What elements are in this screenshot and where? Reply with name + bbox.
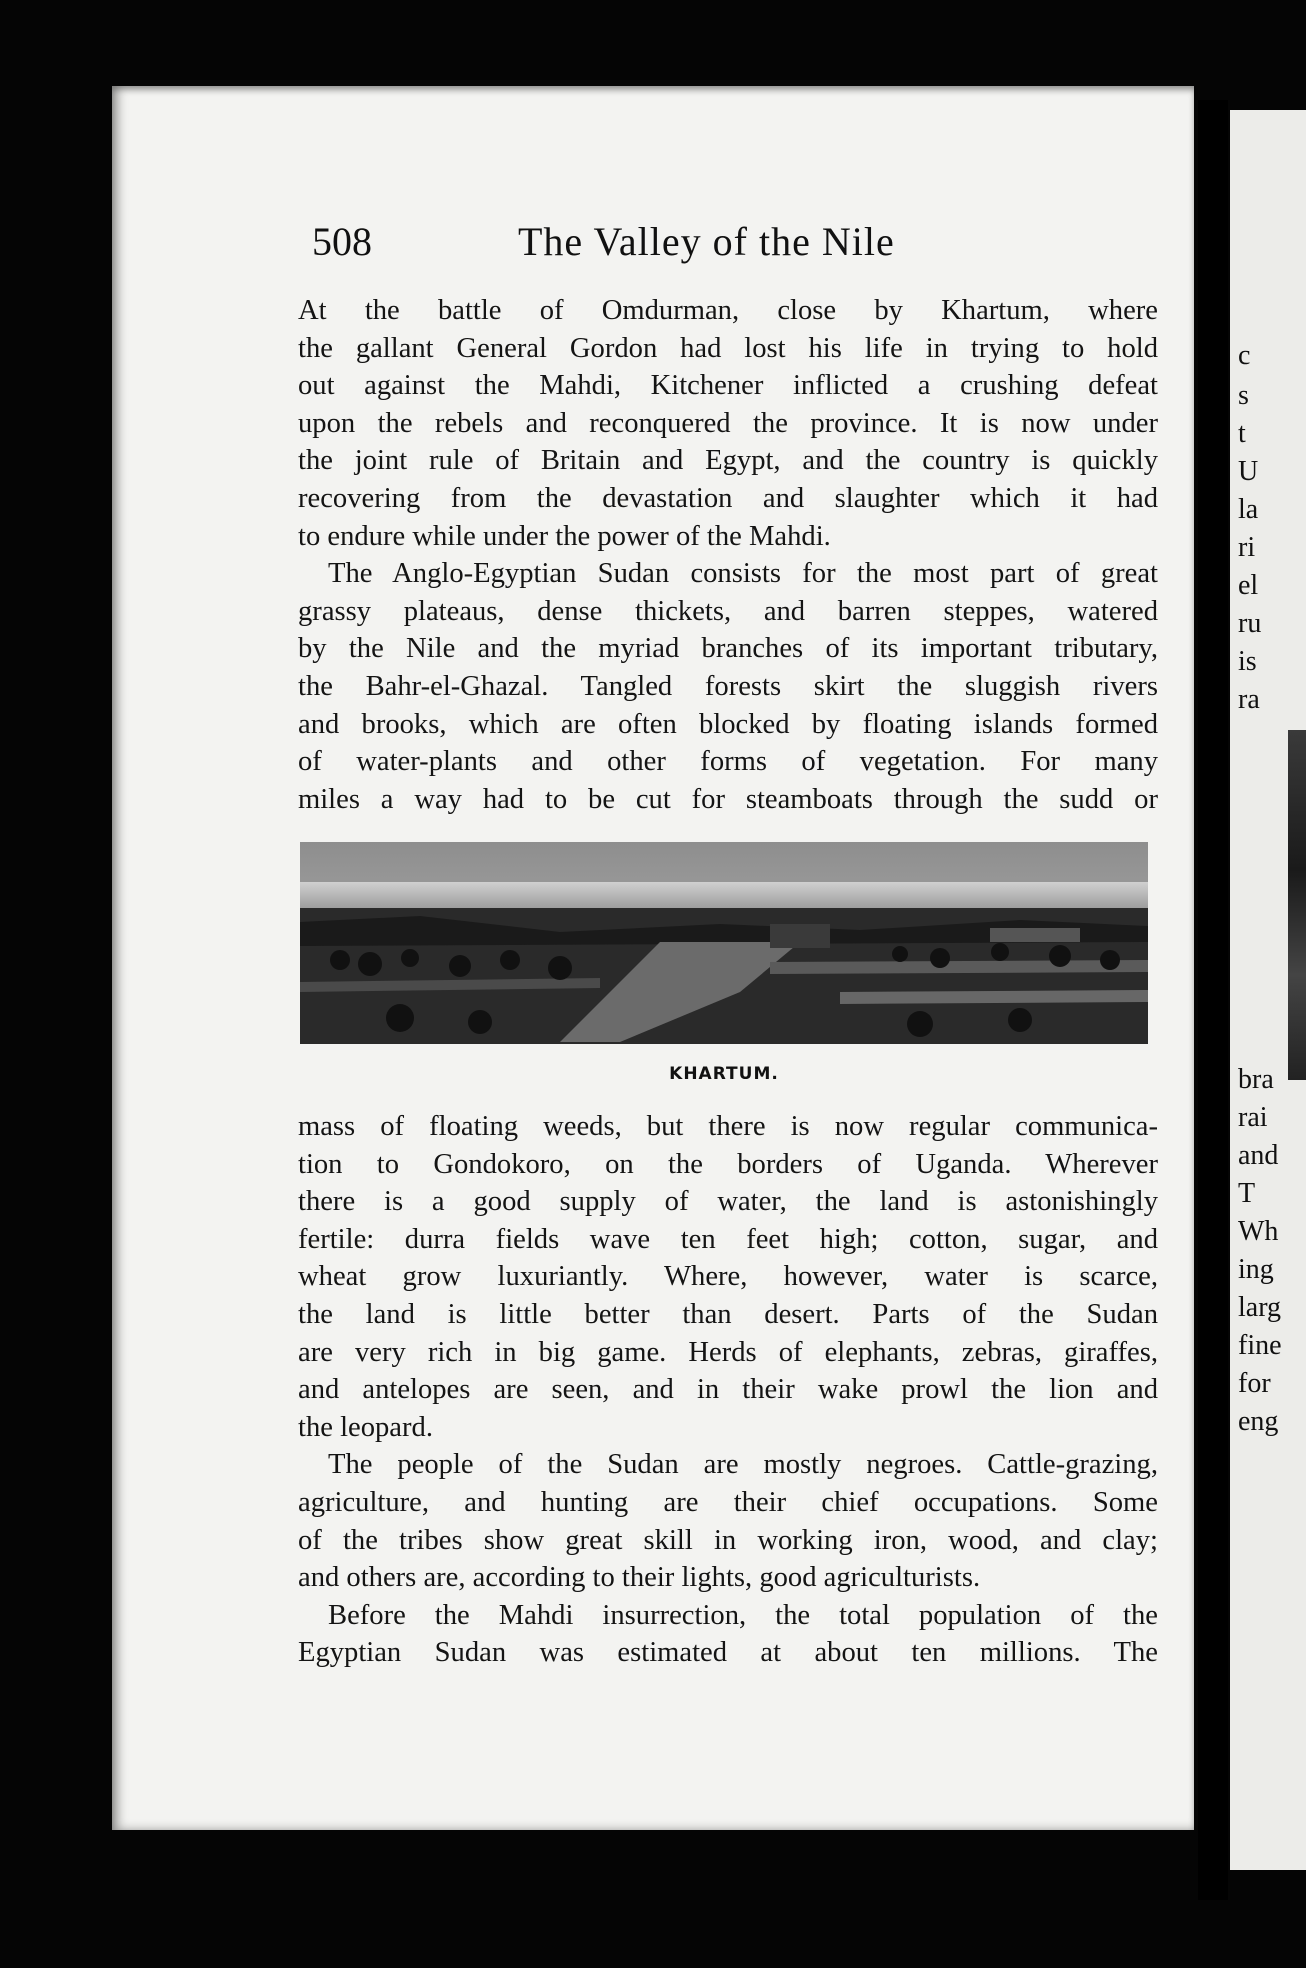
facing-page-fragment: rai <box>1238 1102 1268 1133</box>
facing-page-fragment: bra <box>1238 1064 1274 1095</box>
lower-paragraph-line: Before the Mahdi insurrection, the total population of the <box>328 1599 1158 1631</box>
upper-paragraph-line: the gallant General Gordon had lost his life in trying to hold <box>298 332 1158 364</box>
upper-paragraph-line: At the battle of Omdurman, close by Khartum, where <box>298 295 1158 326</box>
upper-paragraph-line: and brooks, which are often blocked by floating islands formed <box>298 708 1158 740</box>
upper-paragraph-line: The Anglo-Egyptian Sudan consists for the most part of great <box>328 558 1158 590</box>
page-number: 508 <box>312 219 372 264</box>
facing-page-fragment: T <box>1238 1178 1256 1209</box>
text-block-upper <box>298 292 1158 818</box>
lower-paragraph-line: mass of floating weeds, but there is now regular communica- <box>298 1111 1158 1142</box>
lower-paragraph-line: fertile: durra fields wave ten feet high; cotton, sugar, and <box>298 1223 1158 1255</box>
upper-paragraph-line: out against the Mahdi, Kitchener inflicted a crushing defeat <box>298 370 1158 402</box>
upper-paragraph-line: miles a way had to be cut for steamboats through the sudd or <box>298 783 1158 815</box>
facing-page-fragment: larg <box>1238 1292 1282 1323</box>
facing-page-fragment: and <box>1238 1140 1279 1171</box>
facing-page-fragment: c <box>1238 340 1251 371</box>
lower-paragraph-line: Egyptian Sudan was estimated at about ten millions. The <box>298 1637 1158 1669</box>
facing-page-fragment: ri <box>1238 532 1256 563</box>
running-title: The Valley of the Nile <box>518 219 895 264</box>
figure-caption: KHARTUM. <box>669 1064 779 1084</box>
lower-paragraph-line: the leopard. <box>298 1411 433 1443</box>
text-block-lower <box>298 1108 1158 1672</box>
facing-page-fragment: s <box>1238 380 1249 411</box>
facing-page-fragment: for <box>1238 1368 1271 1399</box>
lower-paragraph-line: The people of the Sudan are mostly negroes. Cattle-grazing, <box>328 1449 1158 1481</box>
facing-page-fragment: ra <box>1238 684 1260 715</box>
upper-paragraph-line: of water-plants and other forms of vegetation. For many <box>298 746 1158 778</box>
lower-paragraph-line: of the tribes show great skill in working iron, wood, and clay; <box>298 1524 1158 1556</box>
page-header <box>312 218 1072 268</box>
lower-paragraph-line: tion to Gondokoro, on the borders of Uganda. Wherever <box>298 1148 1158 1180</box>
facing-page-fragment: Wh <box>1238 1216 1279 1247</box>
lower-paragraph-line: the land is little better than desert. Parts of the Sudan <box>298 1298 1158 1330</box>
khartum-illustration <box>300 842 1148 1044</box>
facing-page-fragment: eng <box>1238 1406 1279 1437</box>
facing-page-fragment: el <box>1238 570 1259 601</box>
facing-page-illustration <box>1288 730 1306 1080</box>
facing-page-fragment: is <box>1238 646 1257 677</box>
lower-paragraph-line: and others are, according to their lights, good agriculturists. <box>298 1562 981 1594</box>
upper-paragraph-line: upon the rebels and reconquered the province. It is now under <box>298 407 1158 439</box>
upper-paragraph-line: to endure while under the power of the Mahdi. <box>298 520 831 552</box>
facing-page-fragment: ru <box>1238 608 1262 639</box>
upper-paragraph-line: the Bahr-el-Ghazal. Tangled forests skirt the sluggish rivers <box>298 670 1158 702</box>
lower-paragraph-line: and antelopes are seen, and in their wake prowl the lion and <box>298 1374 1158 1406</box>
upper-paragraph-line: grassy plateaus, dense thickets, and barren steppes, watered <box>298 595 1158 627</box>
facing-page-fragment: fine <box>1238 1330 1282 1361</box>
facing-page-fragment: ing <box>1238 1254 1274 1285</box>
upper-paragraph-line: by the Nile and the myriad branches of its important tributary, <box>298 633 1158 665</box>
facing-page-edge <box>1230 110 1306 1870</box>
facing-page-fragment: la <box>1238 494 1259 525</box>
lower-paragraph-line: are very rich in big game. Herds of elephants, zebras, giraffes, <box>298 1336 1158 1368</box>
facing-page-fragment: t <box>1238 418 1246 449</box>
facing-page-fragment: U <box>1238 456 1259 487</box>
upper-paragraph-line: recovering from the devastation and slaughter which it had <box>298 482 1158 514</box>
upper-paragraph-line: the joint rule of Britain and Egypt, and the country is quickly <box>298 445 1158 477</box>
lower-paragraph-line: wheat grow luxuriantly. Where, however, water is scarce, <box>298 1261 1158 1293</box>
lower-paragraph-line: there is a good supply of water, the land is astonishingly <box>298 1186 1158 1218</box>
lower-paragraph-line: agriculture, and hunting are their chief occupations. Some <box>298 1486 1158 1518</box>
page-gutter <box>1198 100 1228 1900</box>
